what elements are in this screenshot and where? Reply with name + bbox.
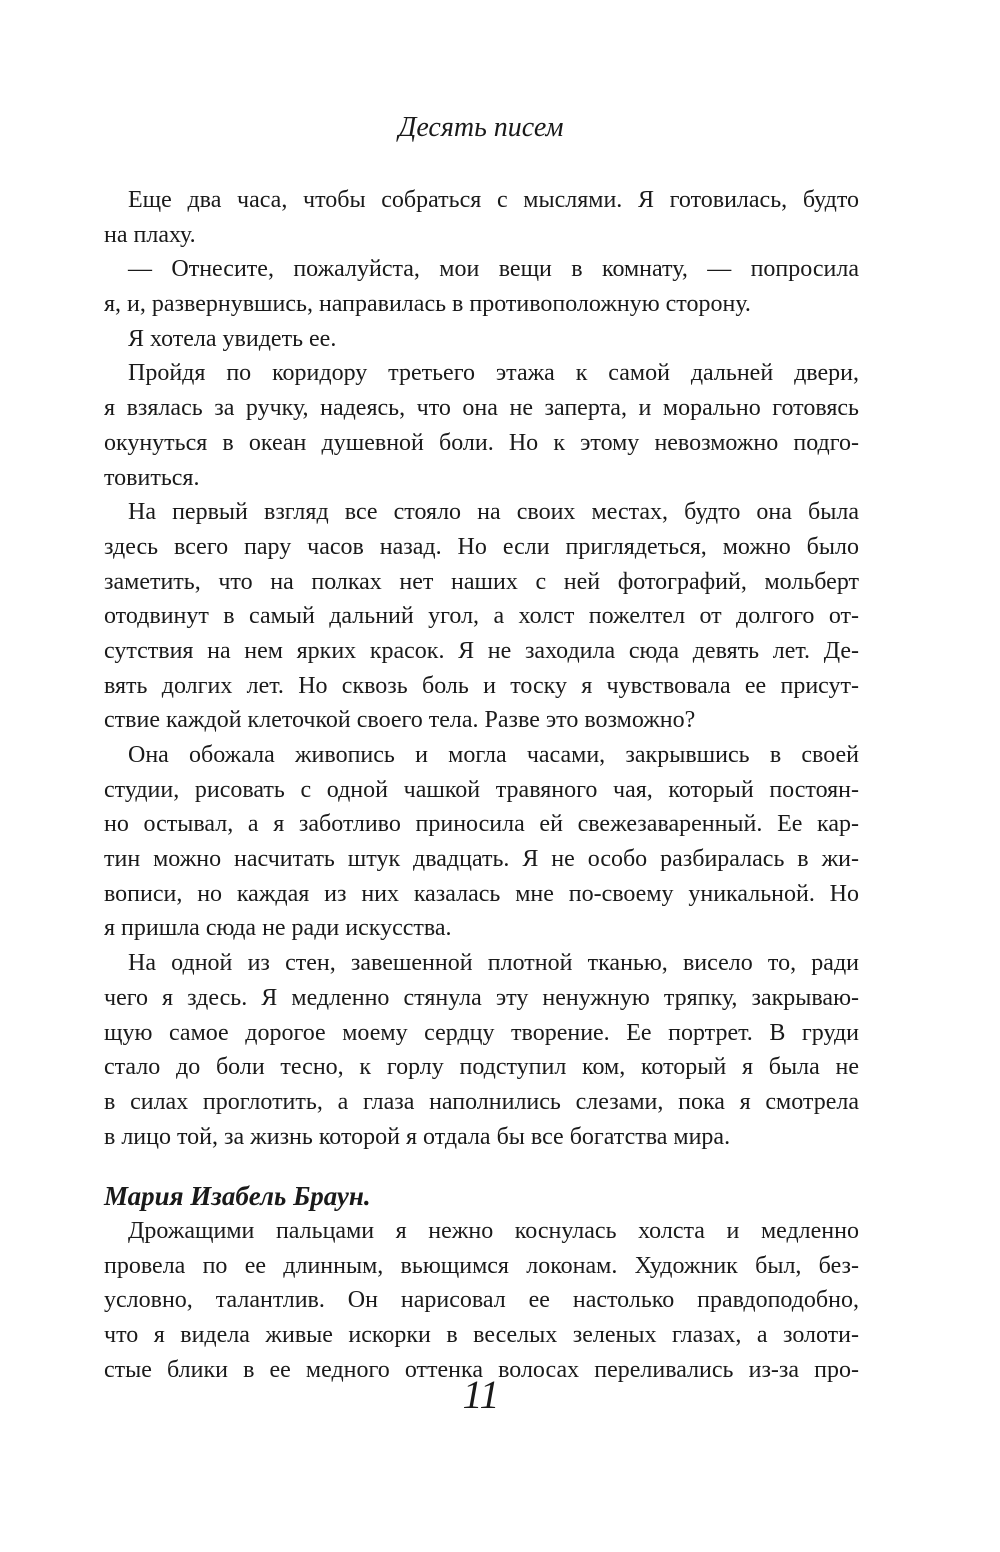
text-line: На одной из стен, завешенной плотной тканью, висело то, ради [128, 950, 859, 977]
paragraph [104, 322, 859, 357]
text-line: но остывал, а я заботливо приносила ей свежезаваренный. Ее кар- [104, 811, 859, 838]
text-line: Она обожала живопись и могла часами, закрывшись в своей [128, 742, 859, 768]
text-line: условно, талантлив. Он нарисовал ее настолько правдоподобно, [104, 1287, 859, 1314]
page-number: 11 [462, 1372, 500, 1417]
section-heading: Мария Изабель Браун. [104, 1181, 371, 1212]
text-line: вописи, но каждая из них казалась мне по-своему уникальной. Но [104, 880, 859, 907]
text-line: На первый взгляд все стояло на своих местах, будто она была [128, 499, 859, 526]
paragraph [104, 356, 859, 495]
text-line: я взялась за ручку, надеясь, что она не заперта, и морально готовясь [104, 395, 859, 422]
text-line: провела по ее длинным, вьющимся локонам. Художник был, без- [104, 1252, 859, 1279]
text-line: отодвинут в самый дальний угол, а холст пожелтел от долгого от- [104, 603, 859, 630]
text-line: студии, рисовать с одной чашкой травяного чая, который постоян- [104, 776, 859, 803]
text-line: заметить, что на полках нет наших с ней фотографий, мольберт [104, 568, 859, 595]
text-line: что я видела живые искорки в веселых зеленых глазах, а золоти- [104, 1322, 859, 1349]
running-head: Десять писем [398, 112, 564, 143]
paragraph [104, 738, 859, 946]
text-line: сутствия на нем ярких красок. Я не заходила сюда девять лет. Де- [104, 637, 859, 664]
paragraph [104, 252, 859, 321]
text-line: я, и, развернувшись, направилась в противоположную сторону. [104, 291, 751, 318]
text-line: я пришла сюда не ради искусства. [104, 915, 452, 942]
text-line: окунуться в океан душевной боли. Но к этому невозможно подго- [104, 429, 859, 456]
text-line: в силах проглотить, а глаза наполнились слезами, пока я смотрела [104, 1088, 859, 1115]
text-after-heading [104, 1214, 859, 1387]
body-text [104, 183, 859, 1387]
text-line: Дрожащими пальцами я нежно коснулась холста и медленно [128, 1217, 859, 1244]
text-line: чего я здесь. Я медленно стянула эту ненужную тряпку, закрываю- [104, 984, 859, 1011]
text-line: на плаху. [104, 221, 196, 248]
text-line: тин можно насчитать штук двадцать. Я не особо разбиралась в жи- [104, 846, 859, 873]
text-line: щую самое дорогое моему сердцу творение. Ее портрет. В груди [104, 1019, 859, 1046]
text-line: ствие каждой клеточкой своего тела. Разве это возможно? [104, 707, 696, 734]
text-line: здесь всего пару часов назад. Но если приглядеться, можно было [104, 533, 859, 560]
paragraph [104, 946, 859, 1154]
text-before-heading [104, 183, 859, 1154]
paragraph [104, 1214, 859, 1387]
text-line: в лицо той, за жизнь которой я отдала бы все богатства мира. [104, 1123, 731, 1150]
text-line: — Отнесите, пожалуйста, мои вещи в комнату, — попросила [128, 256, 859, 283]
text-line: вять долгих лет. Но сквозь боль и тоску я чувствовала ее присут- [104, 672, 859, 699]
text-line: Я хотела увидеть ее. [128, 325, 337, 352]
text-line: стые блики в ее медного оттенка волосах переливались из-за про- [104, 1356, 859, 1383]
text-line: стало до боли тесно, к горлу подступил ком, который я была не [104, 1054, 859, 1081]
text-line: Еще два часа, чтобы собраться с мыслями. Я готовилась, будто [128, 187, 859, 213]
text-line: товиться. [104, 464, 200, 491]
paragraph [104, 183, 859, 252]
paragraph [104, 495, 859, 738]
text-line: Пройдя по коридору третьего этажа к самой дальней двери, [128, 360, 859, 387]
